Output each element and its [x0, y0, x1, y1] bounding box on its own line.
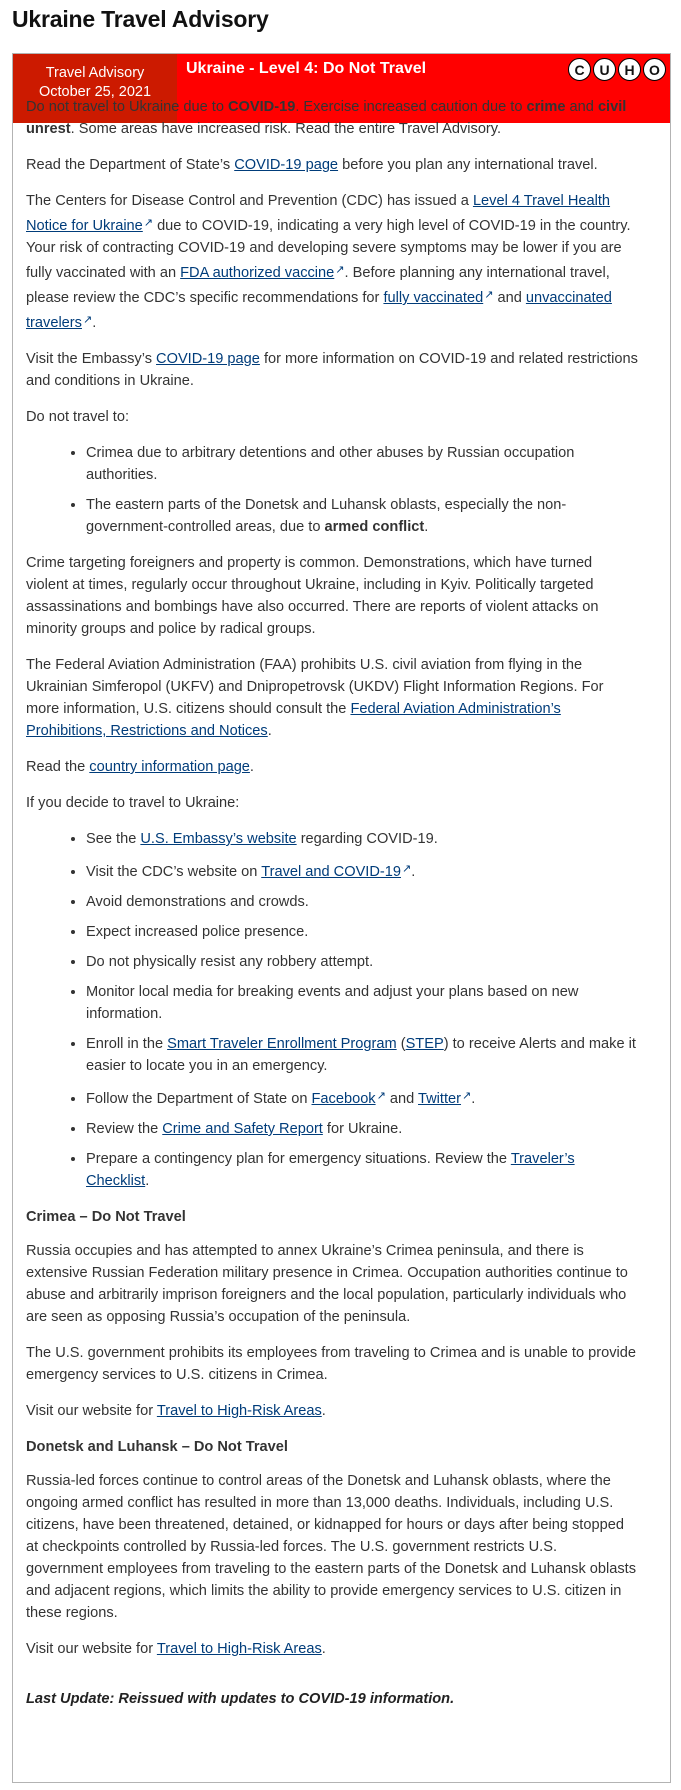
list-item: • Avoid demonstrations and crowds.: [86, 891, 638, 913]
donetsk-website-paragraph: Visit our website for Travel to High-Risk Areas.: [26, 1641, 326, 1657]
embassy-covid-link[interactable]: COVID-19 page: [156, 351, 260, 367]
step-program-link[interactable]: Smart Traveler Enrollment Program: [167, 1036, 397, 1052]
crime-paragraph: Crime targeting foreigners and property is common. Demonstrations, which have turned violent at times, regularly occur throughout Ukraine, including in Kyiv. Politically targeted assassinations and bombings have also occurred. There are reports of violent attacks on minority groups and police by radical groups.: [26, 555, 599, 637]
crime-safety-report-link[interactable]: Crime and Safety Report: [162, 1121, 323, 1137]
if-you-travel-intro: If you decide to travel to Ukraine:: [26, 795, 240, 811]
faa-prohibitions-link[interactable]: Federal Aviation Administration’s Prohibitions, Restrictions and Notices: [26, 701, 561, 739]
list-item: • The eastern parts of the Donetsk and Luhansk oblasts, especially the non-government-controlled areas, due to armed conflict.: [86, 494, 638, 538]
list-item: • Prepare a contingency plan for emergency situations. Review the Traveler’s Checklist.: [86, 1148, 638, 1192]
last-update: Last Update: Reissued with updates to COVID-19 information.: [26, 1691, 455, 1707]
do-not-travel-list: [26, 442, 638, 538]
advisory-content: [26, 96, 638, 1674]
list-item: • Do not physically resist any robbery attempt.: [86, 951, 638, 973]
list-item: • Review the Crime and Safety Report for Ukraine.: [86, 1118, 638, 1140]
travel-and-covid-link[interactable]: Travel and COVID-19: [261, 864, 401, 880]
list-item: • See the U.S. Embassy’s website regarding COVID-19.: [86, 828, 638, 850]
list-item: • Follow the Department of State on Facebook↗ and Twitter↗.: [86, 1085, 638, 1110]
faa-paragraph: The Federal Aviation Administration (FAA) prohibits U.S. civil aviation from flying in the Ukrainian Simferopol (UKFV) and Dnipropetrovsk (UKDV) Flight Information Regions. For more information, U.S. citizens should consult the Federal Aviation Administration’s Prohibitions, Restrictions and Notices.: [26, 657, 604, 739]
step-link[interactable]: STEP: [405, 1036, 444, 1052]
advisory-label: Travel Advisory: [45, 65, 145, 81]
list-item: • Visit the CDC’s website on Travel and COVID-19↗.: [86, 858, 638, 883]
country-info-paragraph: Read the country information page.: [26, 759, 254, 775]
list-item: • Crimea due to arbitrary detentions and other abuses by Russian occupation authorities.: [86, 442, 638, 486]
cdc-health-notice-link[interactable]: Level 4 Travel Health Notice for Ukraine: [26, 193, 611, 234]
fda-vaccine-link[interactable]: FDA authorized vaccine: [180, 265, 335, 281]
external-link-icon: ↗: [335, 264, 345, 276]
page-title: Ukraine Travel Advisory: [12, 6, 269, 32]
travel-tips-list: [26, 828, 638, 1192]
external-link-icon: ↗: [82, 314, 93, 326]
state-covid-paragraph: Read the Department of State’s COVID-19 page before you plan any international travel.: [26, 157, 598, 173]
high-risk-areas-link[interactable]: Travel to High-Risk Areas: [156, 1403, 322, 1419]
advisory-level: Ukraine - Level 4: Do Not Travel: [186, 60, 427, 77]
health-indicator-icon[interactable]: H: [618, 58, 641, 81]
do-not-travel-intro: Do not travel to:: [26, 409, 130, 425]
donetsk-paragraph: Russia-led forces continue to control areas of the Donetsk and Luhansk oblasts, where the ongoing armed conflict has resulted in more than 13,000 deaths. Individuals, including U.S. citizens, have been threatened, detained, or kidnapped for hours or days after being stopped at checkpoints controlled by Russia-led forces. The U.S. government restricts U.S. government employees from traveling to the eastern parts of the Donetsk and Luhansk oblasts and adjacent regions, which limits the ability to provide emergency services to U.S. citizen in these regions.: [26, 1473, 637, 1621]
external-link-icon: ↗: [484, 289, 494, 301]
external-link-icon: ↗: [376, 1090, 386, 1102]
crimea-heading: Crimea – Do Not Travel: [26, 1209, 186, 1225]
list-item: • Expect increased police presence.: [86, 921, 638, 943]
donetsk-heading: Donetsk and Luhansk – Do Not Travel: [26, 1439, 288, 1455]
embassy-covid-paragraph: Visit the Embassy’s COVID-19 page for more information on COVID-19 and related restrictions and conditions in Ukraine.: [26, 351, 638, 389]
travelers-checklist-link[interactable]: Traveler’s Checklist: [86, 1151, 575, 1189]
intro-paragraph: Do not travel to Ukraine due to COVID-19. Exercise increased caution due to crime and civil unrest. Some areas have increased risk. Read the entire Travel Advisory.: [26, 99, 627, 137]
civil-unrest-indicator-icon[interactable]: U: [593, 58, 616, 81]
covid-indicator-icon[interactable]: C: [568, 58, 591, 81]
external-link-icon: ↗: [143, 217, 154, 229]
country-information-link[interactable]: country information page: [89, 759, 250, 775]
cdc-paragraph: The Centers for Disease Control and Prevention (CDC) has issued a Level 4 Travel Health Notice for Ukraine↗ due to COVID-19, indicating a very high level of COVID-19 in the country. Your risk of contracting COVID-19 and developing severe symptoms may be lower if you are fully vaccinated with an FDA authorized vaccine↗. Before planning any international travel, please review the CDC’s specific recommendations for fully vaccinated↗ and unvaccinated travelers↗.: [26, 193, 631, 331]
state-covid-link[interactable]: COVID-19 page: [234, 157, 339, 173]
list-item: • Monitor local media for breaking events and adjust your plans based on new information.: [86, 981, 638, 1025]
high-risk-areas-link[interactable]: Travel to High-Risk Areas: [156, 1641, 322, 1657]
facebook-link[interactable]: Facebook: [311, 1091, 376, 1107]
advisory-date: October 25, 2021: [38, 84, 152, 100]
external-link-icon: ↗: [462, 1090, 472, 1102]
unvaccinated-travelers-link[interactable]: unvaccinated travelers: [26, 290, 612, 331]
embassy-website-link[interactable]: U.S. Embassy’s website: [140, 831, 297, 847]
list-item: • Enroll in the Smart Traveler Enrollment Program (STEP) to receive Alerts and make it easier to locate you in an emergency.: [86, 1033, 638, 1077]
indicator-icons: [568, 58, 666, 81]
crimea-paragraph: Russia occupies and has attempted to annex Ukraine’s Crimea peninsula, and there is extensive Russian Federation military presence in Crimea. Occupation authorities continue to abuse and arbitrarily imprison foreigners and the local population, particularly individuals who are seen as opposing Russia’s occupation of the peninsula.: [26, 1243, 628, 1325]
crimea-employees-paragraph: The U.S. government prohibits its employees from traveling to Crimea and is unable to provide emergency services to U.S. citizens in Crimea.: [26, 1345, 636, 1383]
twitter-link[interactable]: Twitter: [418, 1091, 462, 1107]
external-link-icon: ↗: [402, 863, 412, 875]
fully-vaccinated-link[interactable]: fully vaccinated: [383, 290, 484, 306]
crimea-website-paragraph: Visit our website for Travel to High-Risk Areas.: [26, 1403, 326, 1419]
other-indicator-icon[interactable]: O: [643, 58, 666, 81]
